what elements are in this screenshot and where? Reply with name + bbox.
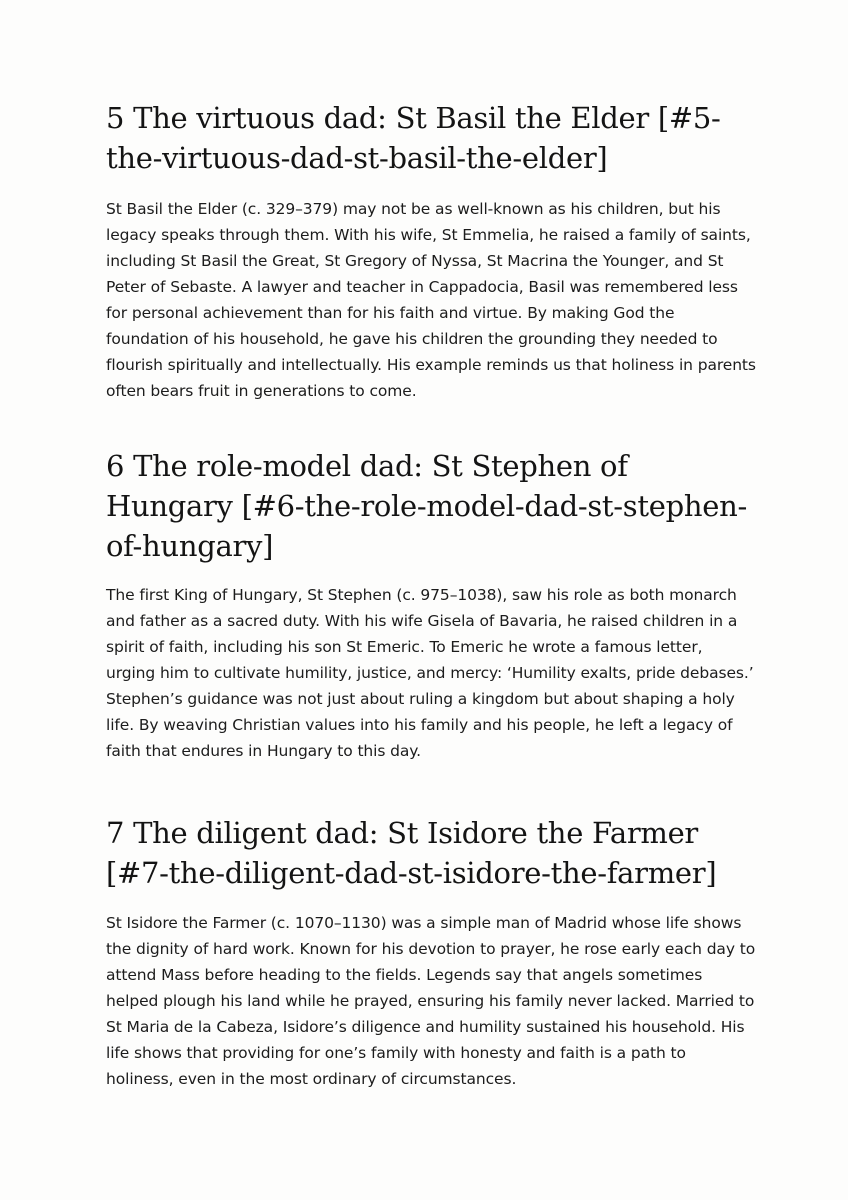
section-st-isidore-the-farmer: [106, 813, 756, 1092]
section-paragraph: The first King of Hungary, St Stephen (c. 975–1038), saw his role as both monarch and father as a sacred duty. With his wife Gisela of Bavaria, he raised children in a spirit of faith, including his son St Emeric. To Emeric he wrote a famous letter, urging him to cultivate humility, justice, and mercy: ‘Humility exalts, pride debases.’ Stephen’s guidance was not just about ruling a kingdom but about shaping a holy life. By weaving Christian values into his family and his people, he left a legacy of faith that endures in Hungary to this day.: [106, 586, 754, 760]
section-heading: 6 The role-model dad: St Stephen of Hungary [#6-the-role-model-dad-st-stephen-of-hungary]: [106, 449, 747, 563]
section-st-basil-the-elder: [106, 98, 756, 404]
section-heading: 7 The diligent dad: St Isidore the Farmer [#7-the-diligent-dad-st-isidore-the-farmer]: [106, 816, 717, 890]
section-st-stephen-of-hungary: [106, 446, 756, 764]
section-paragraph: St Basil the Elder (c. 329–379) may not be as well-known as his children, but his legacy speaks through them. With his wife, St Emmelia, he raised a family of saints, including St Basil the Great, St Gregory of Nyssa, St Macrina the Younger, and St Peter of Sebaste. A lawyer and teacher in Cappadocia, Basil was remembered less for personal achievement than for his faith and virtue. By making God the foundation of his household, he gave his children the grounding they needed to flourish spiritually and intellectually. His example reminds us that holiness in parents often bears fruit in generations to come.: [106, 200, 756, 400]
section-paragraph: St Isidore the Farmer (c. 1070–1130) was a simple man of Madrid whose life shows the dignity of hard work. Known for his devotion to prayer, he rose early each day to attend Mass before heading to the fields. Legends say that angels sometimes helped plough his land while he prayed, ensuring his family never lacked. Married to St Maria de la Cabeza, Isidore’s diligence and humility sustained his household. His life shows that providing for one’s family with honesty and faith is a path to holiness, even in the most ordinary of circumstances.: [106, 914, 756, 1088]
section-heading: 5 The virtuous dad: St Basil the Elder [#5-the-virtuous-dad-st-basil-the-elder]: [106, 101, 721, 175]
